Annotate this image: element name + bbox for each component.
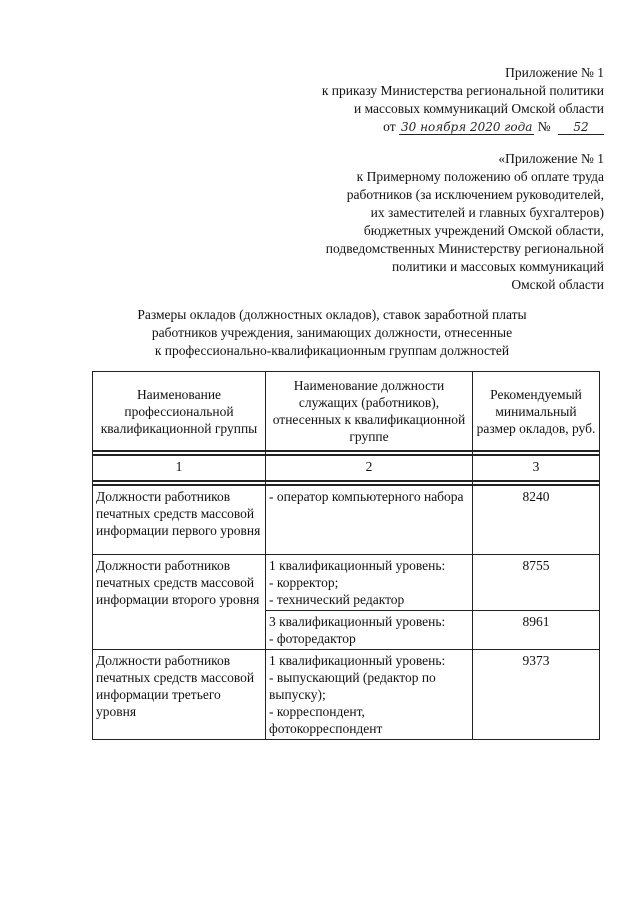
regulation-line: подведомственных Министерству региональной [325, 241, 604, 256]
position-line: - корреспондент, фотокорреспондент [269, 704, 383, 736]
regulation-line: к Примерному положению об оплате труда [356, 169, 604, 184]
regulation-line: работников (за исключением руководителей, [346, 187, 604, 202]
title-line: работников учреждения, занимающих должности, отнесенные [151, 325, 513, 340]
positions-cell [266, 485, 473, 555]
table-row [93, 485, 600, 555]
position-line: - корректор; [269, 575, 339, 590]
ministry-line: и массовых коммуникаций Омской области [353, 101, 604, 116]
order-date-number-line [322, 118, 604, 136]
column-number: 3 [473, 455, 600, 481]
header-position-name: Наименование должности служащих (работников), отнесенных к квалификационной группе [266, 372, 473, 452]
regulation-line: Омской области [511, 277, 604, 292]
position-line: 1 квалификационный уровень: [269, 558, 446, 573]
title-line: к профессионально-квалификационным группам должностей [154, 343, 510, 358]
order-reference-line: к приказу Министерства региональной политики [321, 83, 604, 98]
positions-cell [266, 555, 473, 611]
handwritten-date: 30 ноября 2020 года [401, 120, 533, 134]
table-row [93, 555, 600, 611]
handwritten-number: 52 [558, 120, 604, 135]
regulation-line: бюджетных учреждений Омской области, [363, 223, 604, 238]
position-line: - технический редактор [269, 592, 405, 607]
header-group-name: Наименование профессиональной квалификационной группы [93, 372, 266, 452]
salary-cell: 8755 [473, 555, 600, 611]
appendix-label: Приложение № 1 [505, 65, 604, 80]
salary-cell: 9373 [473, 650, 600, 740]
regulation-line: их заместителей и главных бухгалтеров) [370, 205, 604, 220]
title-line: Размеры окладов (должностных окладов), ставок заработной платы [137, 307, 527, 322]
regulation-line: «Приложение № 1 [498, 151, 604, 166]
position-line: - оператор компьютерного набора [269, 489, 464, 504]
position-line: - фоторедактор [269, 631, 356, 646]
regulation-line: политики и массовых коммуникаций [391, 259, 604, 274]
position-line: 1 квалификационный уровень: [269, 653, 446, 668]
position-line: - выпускающий (редактор по выпуску); [269, 670, 436, 702]
group-name-cell: Должности работников печатных средств массовой информации первого уровня [93, 485, 266, 555]
salary-cell: 8961 [473, 611, 600, 650]
table-header-row [93, 372, 600, 452]
column-number: 1 [93, 455, 266, 481]
group-name-cell: Должности работников печатных средств массовой информации третьего уровня [93, 650, 266, 740]
number-prefix: № [537, 119, 551, 134]
group-name-cell: Должности работников печатных средств массовой информации второго уровня [93, 555, 266, 650]
column-number-row [93, 455, 600, 481]
regulation-appendix-header [326, 150, 604, 294]
positions-cell [266, 611, 473, 650]
salary-cell: 8240 [473, 485, 600, 555]
positions-cell [266, 650, 473, 740]
table-row [93, 650, 600, 740]
order-appendix-header [322, 64, 604, 136]
header-salary: Рекомендуемый минимальный размер окладов, руб. [473, 372, 600, 452]
table-title [60, 306, 604, 360]
date-prefix: от [383, 119, 396, 134]
salary-table [92, 371, 600, 740]
column-number: 2 [266, 455, 473, 481]
position-line: 3 квалификационный уровень: [269, 614, 446, 629]
